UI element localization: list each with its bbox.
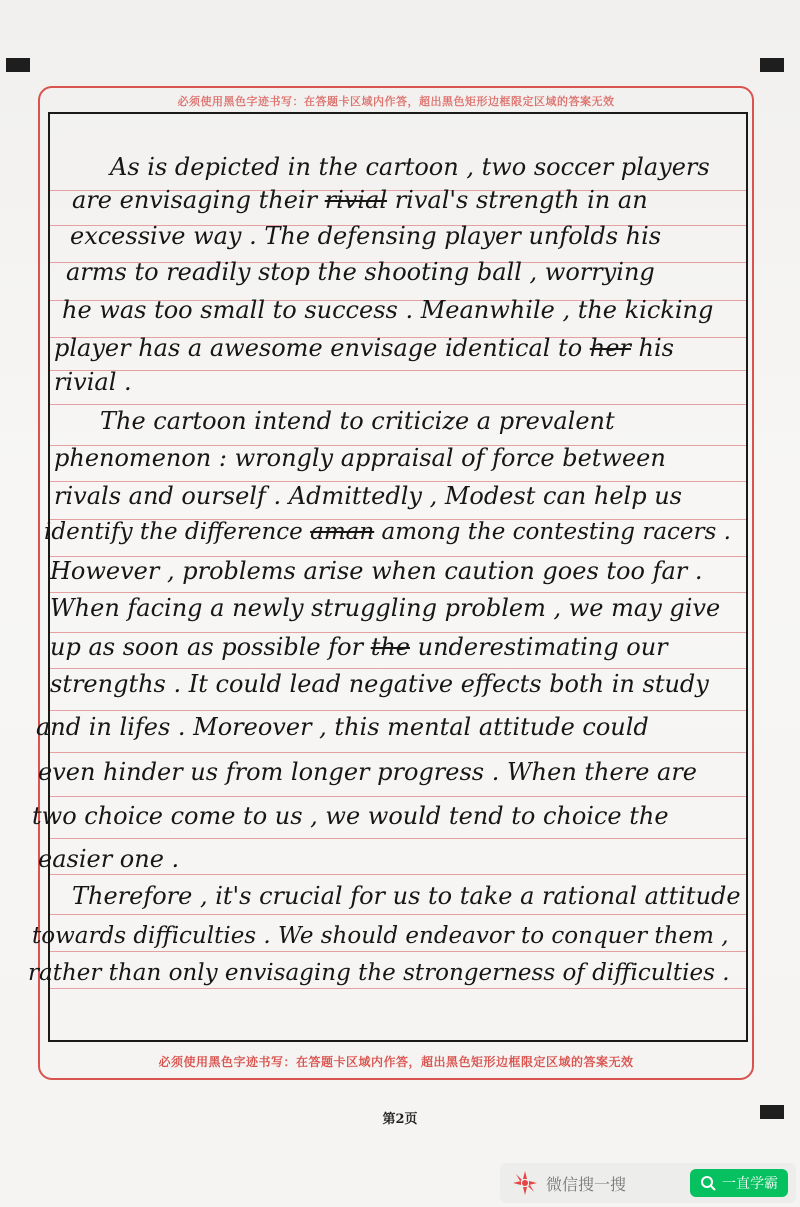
wechat-search-logo-icon — [510, 1168, 540, 1198]
essay-text: Therefore , it's crucial for us to take a rational attitude — [72, 882, 741, 910]
essay-line — [70, 216, 661, 256]
essay-text: rivial . — [54, 368, 132, 396]
page-number: 第2页 — [382, 1112, 418, 1127]
wechat-search-watermark — [500, 1163, 796, 1203]
essay-line — [54, 328, 674, 368]
crossed-out-word: rivial — [324, 186, 388, 214]
essay-text: towards difficulties . We should endeavor to conquer them , — [32, 923, 729, 949]
essay-text: even hinder us from longer progress . When there are — [38, 758, 698, 786]
essay-line — [54, 362, 132, 402]
essay-text: rival's strength in an — [387, 186, 648, 214]
essay-text: he was too small to success . Meanwhile , the kicking — [62, 296, 714, 324]
watermark-search-label: 一直学霸 — [722, 1176, 778, 1192]
essay-text: However , problems arise when caution goes too far . — [50, 557, 703, 585]
search-icon — [700, 1175, 716, 1191]
essay-line — [38, 752, 697, 792]
essay-line — [72, 876, 741, 916]
essay-line — [36, 707, 649, 747]
essay-text: among the contesting racers . — [374, 519, 731, 545]
watermark-search-button[interactable] — [690, 1169, 788, 1197]
essay-text: easier one . — [38, 845, 180, 873]
essay-text: and in lifes . Moreover , this mental attitude could — [36, 713, 649, 741]
essay-text: The cartoon intend to criticize a prevalent — [100, 407, 615, 435]
essay-line — [44, 512, 731, 552]
essay-line — [38, 839, 179, 879]
top-instruction-notice: 必须使用黑色字迹书写：在答题卡区域内作答，超出黑色矩形边框限定区域的答案无效 — [177, 95, 615, 108]
essay-text: excessive way . The defensing player unfolds his — [70, 222, 662, 250]
essay-text: are envisaging their — [72, 186, 325, 214]
essay-text: rather than only envisaging the strongerness of difficulties . — [28, 960, 730, 986]
corner-mark-top-left — [6, 58, 30, 72]
essay-line — [32, 796, 669, 836]
essay-text: As is depicted in the cartoon , two soccer players — [110, 153, 710, 181]
essay-text: his — [630, 334, 674, 362]
crossed-out-word: her — [589, 334, 631, 362]
watermark-app-text: 微信搜一搜 — [546, 1174, 627, 1194]
crossed-out-word: aman — [310, 519, 375, 545]
corner-mark-top-right — [760, 58, 784, 72]
essay-text: player has a awesome envisage identical to — [54, 334, 590, 362]
essay-text: rivals and ourself . Admittedly , Modest can help us — [54, 482, 682, 510]
essay-text: up as soon as possible for — [50, 633, 371, 661]
essay-line — [28, 953, 730, 993]
essay-line — [54, 438, 666, 478]
essay-text: underestimating our — [410, 633, 668, 661]
crossed-out-word: the — [370, 633, 410, 661]
essay-line — [32, 916, 729, 956]
essay-line — [50, 664, 709, 704]
ruled-line — [50, 370, 746, 371]
essay-line — [50, 627, 668, 667]
essay-line — [54, 476, 682, 516]
essay-line — [50, 588, 720, 628]
bottom-instruction-notice: 必须使用黑色字迹书写：在答题卡区域内作答，超出黑色矩形边框限定区域的答案无效 — [158, 1055, 634, 1069]
essay-text: When facing a newly struggling problem , we may give — [50, 594, 721, 622]
essay-line — [62, 290, 713, 330]
essay-text: identify the difference — [44, 519, 311, 545]
essay-text: strengths . It could lead negative effects both in study — [50, 670, 709, 698]
essay-text: phenomenon : wrongly appraisal of force between — [54, 444, 666, 472]
essay-text: arms to readily stop the shooting ball , worrying — [66, 258, 655, 286]
essay-line — [72, 180, 648, 220]
essay-line — [66, 252, 655, 292]
essay-line — [50, 551, 703, 591]
essay-text: two choice come to us , we would tend to choice the — [32, 802, 669, 830]
essay-line — [100, 401, 615, 441]
